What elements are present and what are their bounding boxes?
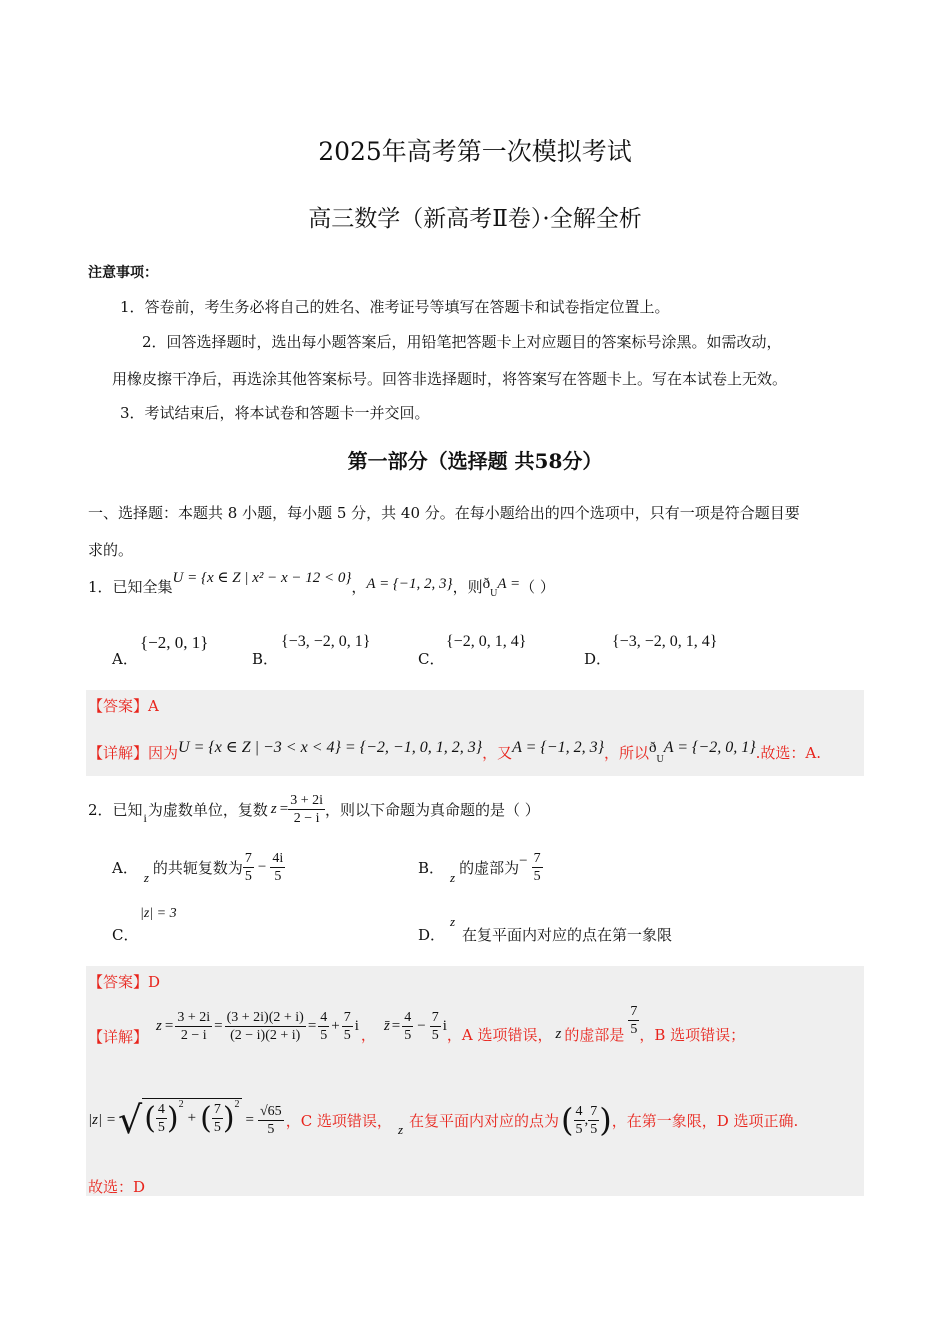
q2-detail-f4-num: 7 bbox=[343, 1009, 351, 1025]
q2-detail-f5-den: 5 bbox=[404, 1027, 412, 1043]
right-paren-icon: ) bbox=[599, 1101, 612, 1139]
q2-detail-eq3: = bbox=[307, 1017, 317, 1034]
q1-paren: （ ） bbox=[520, 578, 555, 596]
notice-item-3: 3．考试结束后，将本试卷和答题卡一并交回。 bbox=[120, 404, 430, 422]
left-paren-icon: ( bbox=[561, 1101, 574, 1139]
q2-detail-text2: 的虚部是 bbox=[564, 1025, 625, 1044]
q2-modulus-radicand bbox=[142, 1098, 241, 1136]
q2-detail-eq2: = bbox=[214, 1017, 223, 1034]
q2-option-a-f2-num: 4i bbox=[272, 851, 284, 866]
sqrt-icon: √ bbox=[117, 1098, 143, 1142]
q2-option-b-f-den: 5 bbox=[533, 869, 541, 884]
q2-detail-f3-num: 4 bbox=[320, 1009, 328, 1025]
q2-detail-minus: − bbox=[417, 1017, 426, 1034]
q2-mod-f2-num: 7 bbox=[213, 1102, 221, 1117]
right-paren-icon: ) bbox=[222, 1101, 235, 1136]
q2-detail-frac3 bbox=[318, 1009, 329, 1044]
page-subtitle: 高三数学（新高考Ⅱ卷）·全解全析 bbox=[308, 206, 642, 232]
q2-point-f2-num: 7 bbox=[590, 1103, 598, 1119]
q2-point-f1-num: 4 bbox=[575, 1103, 583, 1119]
q1-option-b: {−3, −2, 0, 1} bbox=[281, 633, 371, 650]
q2-point-frac1 bbox=[574, 1103, 585, 1138]
q2-prefix: 2．已知 bbox=[88, 801, 143, 819]
q2-point-frac2 bbox=[588, 1103, 599, 1138]
q2-detail-z2: z bbox=[555, 1025, 562, 1042]
notice-item-1: 1．答卷前，考生务必将自己的姓名、准考证号等填写在答题卡和试卷指定位置上。 bbox=[120, 298, 670, 316]
q2-option-a-frac1 bbox=[243, 850, 254, 885]
q2-detail-i2: i bbox=[442, 1017, 447, 1034]
q2-detail-i: i bbox=[354, 1017, 359, 1034]
q2-point-f1-den: 5 bbox=[575, 1121, 583, 1137]
q1-detail-end: .故选：A. bbox=[755, 744, 821, 762]
q2-eq: = bbox=[279, 801, 289, 817]
q1-option-a-label: A． bbox=[112, 650, 138, 668]
q1-option-c-label: C． bbox=[418, 650, 445, 668]
section-heading: 第一部分（选择题 共58分） bbox=[347, 449, 603, 473]
q1-set-a: A = {−1, 2, 3} bbox=[366, 576, 453, 592]
q2-mod-z: z bbox=[397, 1122, 403, 1137]
q2-detail-zbar: z̄ bbox=[383, 1017, 390, 1034]
q2-detail-line2 bbox=[88, 1092, 798, 1148]
q2-option-d-text: 在复平面内对应的点在第一象限 bbox=[462, 926, 673, 944]
q2-z-num: 3 + 2i bbox=[290, 793, 324, 808]
q1-sep2: ，则 bbox=[452, 578, 483, 596]
q1-sep: ， bbox=[351, 578, 367, 596]
q2-detail-frac4 bbox=[342, 1009, 353, 1044]
q1-detail bbox=[88, 739, 821, 765]
q2-detail-f6-den: 5 bbox=[431, 1027, 439, 1043]
q2-mod-result bbox=[258, 1103, 284, 1138]
q2-mod-frac2 bbox=[212, 1101, 223, 1136]
q2-detail-eq4: = bbox=[391, 1017, 401, 1034]
q2-mod-f1-den: 5 bbox=[157, 1120, 165, 1135]
q2-mod-text3: ，在第一象限，D 选项正确. bbox=[611, 1111, 799, 1130]
q2-option-a-frac2 bbox=[270, 850, 285, 885]
q2-z-den: 2 − i bbox=[293, 811, 320, 826]
q2-detail-f7-num: 7 bbox=[630, 1003, 638, 1019]
q1-detail-comp-sub: U bbox=[656, 754, 664, 765]
q2-z: z bbox=[270, 801, 277, 817]
q1-universal-set: U = {x ∈ Z | x² − x − 12 < 0} bbox=[172, 570, 352, 586]
q2-modulus-lhs: |z| = bbox=[88, 1111, 116, 1128]
q2-option-b-f-num: 7 bbox=[533, 851, 541, 866]
notice-item-2b: 用橡皮擦干净后，再选涂其他答案标号。回答非选择题时，将答案写在答题卡上。写在本试卷上无效。 bbox=[112, 370, 788, 388]
q2-z-fraction bbox=[288, 792, 325, 827]
q2-option-a-z: z bbox=[143, 869, 149, 885]
q1-option-d: {−3, −2, 0, 1, 4} bbox=[612, 633, 718, 650]
q1-prefix: 1．已知全集 bbox=[88, 578, 173, 596]
q2-detail-z: z bbox=[156, 1017, 162, 1034]
q2-detail-frac1 bbox=[175, 1009, 212, 1044]
q2-mod-result-num: √65 bbox=[260, 1103, 282, 1119]
q2-mod-square1: 2 bbox=[178, 1099, 184, 1110]
q2-detail-f7-den: 5 bbox=[630, 1021, 638, 1037]
q2-detail-frac2 bbox=[225, 1009, 306, 1044]
q2-detail-f4-den: 5 bbox=[343, 1027, 351, 1043]
q2-option-b-text: 的虚部为 bbox=[459, 859, 520, 877]
right-paren-icon: ) bbox=[166, 1101, 179, 1136]
q1-complement-symbol: ð bbox=[482, 576, 491, 592]
q2-answer: 【答案】D bbox=[88, 973, 161, 991]
q1-detail-comp: ð bbox=[649, 740, 657, 756]
q2-mod-text2: 在复平面内对应的点为 bbox=[409, 1111, 560, 1130]
notice-heading: 注意事项： bbox=[88, 265, 158, 281]
q2-option-b-z: z bbox=[450, 869, 456, 885]
q2-option-a-f2-den: 5 bbox=[274, 869, 282, 884]
q2-mod-eq: = bbox=[245, 1111, 254, 1128]
q2-mod-text1: ，C 选项错误， bbox=[285, 1111, 392, 1130]
q1-option-b-label: B． bbox=[252, 650, 279, 668]
q2-tail: ，则以下命题为真命题的是（ ） bbox=[325, 801, 540, 819]
q2-option-d-z: z bbox=[450, 914, 456, 929]
q2-detail-label: 【详解】 bbox=[88, 1027, 149, 1046]
q2-option-a-text: 的共轭复数为 bbox=[152, 859, 243, 877]
q2-detail-eq1: = bbox=[164, 1017, 174, 1034]
q2-mid: 为虚数单位，复数 bbox=[147, 801, 268, 819]
page-title: 2025年高考第一次模拟考试 bbox=[318, 137, 632, 166]
q1-complement-sub: U bbox=[490, 588, 498, 599]
q2-option-b-label: B． bbox=[418, 859, 445, 877]
q1-detail-result: A = {−2, 0, 1} bbox=[663, 739, 756, 756]
q1-option-d-label: D． bbox=[584, 650, 612, 668]
q2-option-a-label: A． bbox=[112, 859, 138, 877]
q2-detail-f5-num: 4 bbox=[404, 1009, 412, 1025]
left-paren-icon: ( bbox=[200, 1101, 212, 1136]
q1-detail-A: A = {−1, 2, 3} bbox=[512, 739, 604, 756]
q2-option-a-f1-den: 5 bbox=[244, 869, 252, 884]
q2-detail-f2-den: (2 − i)(2 + i) bbox=[230, 1027, 301, 1043]
q2-option-a-minus: − bbox=[257, 859, 267, 875]
question-2-stem bbox=[88, 792, 540, 827]
q2-final-answer: 故选：D bbox=[88, 1178, 146, 1196]
q2-option-b bbox=[418, 850, 543, 885]
q2-option-b-minus: − bbox=[519, 853, 528, 869]
q1-option-a: {−2, 0, 1} bbox=[140, 633, 209, 652]
q2-option-c: |z| = 3 bbox=[140, 906, 177, 921]
q2-mod-square2: 2 bbox=[234, 1099, 240, 1110]
q2-detail-line1 bbox=[88, 1004, 745, 1048]
q2-point-comma: , bbox=[584, 1111, 589, 1128]
q2-detail-text3: ，B 选项错误； bbox=[639, 1025, 746, 1044]
q2-mod-result-den: 5 bbox=[267, 1121, 275, 1137]
q2-option-a bbox=[112, 850, 285, 885]
q2-detail-frac5 bbox=[402, 1009, 413, 1044]
q2-mod-f1-num: 4 bbox=[157, 1102, 165, 1117]
q2-detail-text1: ，A 选项错误， bbox=[446, 1025, 553, 1044]
section-instructions-a: 一、选择题：本题共 8 小题，每小题 5 分，共 40 分。在每小题给出的四个选项中，只有一项是符合题目要 bbox=[88, 504, 800, 522]
q1-detail-so: ，所以 bbox=[603, 744, 649, 762]
q1-detail-label: 【详解】因为 bbox=[88, 744, 179, 762]
q2-i-symbol: i bbox=[143, 811, 147, 825]
q2-mod-frac1 bbox=[156, 1101, 167, 1136]
q2-detail-f6-num: 7 bbox=[431, 1009, 439, 1025]
q1-detail-U: U = {x ∈ Z | −3 < x < 4} = {−2, −1, 0, 1, 2, 3} bbox=[178, 739, 483, 756]
q2-detail-f2-num: (3 + 2i)(2 + i) bbox=[226, 1009, 304, 1025]
q2-detail-f1-num: 3 + 2i bbox=[177, 1009, 211, 1025]
q2-detail-f1-den: 2 − i bbox=[180, 1027, 207, 1043]
q1-complement-a: A = bbox=[497, 576, 521, 592]
q2-option-a-f1-num: 7 bbox=[244, 851, 252, 866]
q2-detail-f3-den: 5 bbox=[320, 1027, 328, 1043]
notice-item-2a: 2．回答选择题时，选出每小题答案后，用铅笔把答题卡上对应题目的答案标号涂黑。如需改动， bbox=[142, 333, 782, 351]
question-1-stem bbox=[88, 570, 555, 599]
q2-option-b-frac bbox=[532, 850, 543, 885]
section-instructions-b: 求的。 bbox=[88, 541, 134, 559]
q2-detail-frac7 bbox=[628, 1003, 639, 1038]
q1-answer: 【答案】A bbox=[88, 697, 159, 715]
q2-answer-panel bbox=[86, 966, 864, 1196]
q2-mod-f2-den: 5 bbox=[213, 1120, 221, 1135]
q2-point-f2-den: 5 bbox=[590, 1121, 598, 1137]
q2-detail-frac6 bbox=[430, 1009, 441, 1044]
q2-detail-comma: ， bbox=[360, 1025, 376, 1044]
q2-option-c-label: C． bbox=[112, 926, 139, 944]
q1-option-c: {−2, 0, 1, 4} bbox=[446, 633, 527, 650]
q2-mod-plus: + bbox=[187, 1110, 197, 1126]
q2-detail-plus: + bbox=[331, 1017, 340, 1034]
q1-detail-mid: ，又 bbox=[482, 744, 513, 762]
q2-option-d-label: D． bbox=[418, 926, 446, 944]
left-paren-icon: ( bbox=[144, 1101, 156, 1136]
